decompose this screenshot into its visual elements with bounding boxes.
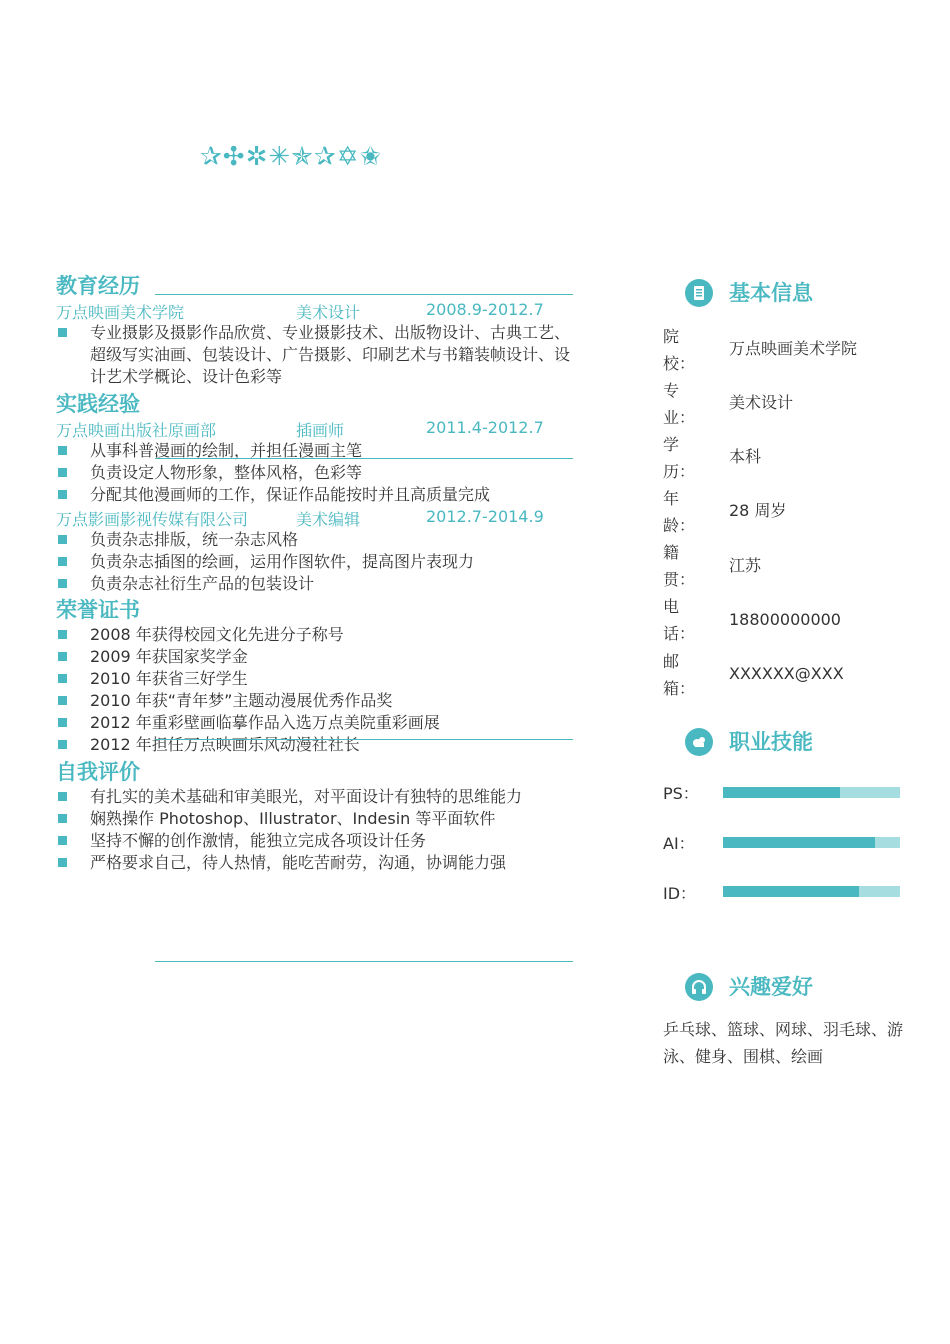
info-value-hometown: 江苏: [729, 556, 762, 575]
list-item: 有扎实的美术基础和审美眼光，对平面设计有独特的思维能力: [56, 786, 576, 808]
list-item: 负责设定人物形象，整体风格，色彩等: [56, 462, 576, 484]
info-label-major: 专业：: [663, 381, 696, 427]
hobbies-text: 乒乓球、篮球、网球、羽毛球、游泳、健身、围棋、绘画: [663, 1020, 904, 1066]
info-label-hometown: 籍贯：: [663, 543, 696, 589]
list-item: 负责杂志插图的绘画，运用作图软件，提高图片表现力: [56, 551, 576, 573]
school-name: 万点映画美术学院: [56, 303, 185, 322]
puzzle-icon: [685, 728, 713, 756]
job-period: 2012.7-2014.9: [426, 507, 544, 526]
bottom-divider: [155, 961, 573, 962]
decorative-star-title: ✰✣✲✳✯✰✡✬: [200, 142, 383, 172]
skill-label-ai: AI：: [663, 834, 695, 853]
list-item: 2010 年获“青年梦”主题动漫展优秀作品奖: [56, 690, 576, 712]
list-item: 负责杂志排版，统一杂志风格: [56, 529, 576, 551]
job-duty-list: [56, 440, 576, 506]
list-item: 坚持不懈的创作激情，能独立完成各项设计任务: [56, 830, 576, 852]
skill-bar-id: [723, 886, 900, 897]
info-value-email: XXXXXX@XXX: [729, 664, 844, 683]
company-name: 万点影画影视传媒有限公司: [56, 510, 249, 529]
list-item: 2010 年获省三好学生: [56, 668, 576, 690]
self-eval-list: [56, 786, 576, 874]
info-value-phone: 18800000000: [729, 610, 841, 629]
list-item: 严格要求自己，待人热情，能吃苦耐劳，沟通，协调能力强: [56, 852, 576, 874]
education-divider: [155, 294, 573, 295]
info-label-phone: 电话：: [663, 597, 696, 643]
study-period: 2008.9-2012.7: [426, 300, 544, 319]
skill-bar-ps: [723, 787, 900, 798]
info-label-email: 邮箱：: [663, 652, 696, 698]
job-period: 2011.4-2012.7: [426, 418, 544, 437]
list-item: 负责杂志社衍生产品的包装设计: [56, 573, 576, 595]
skill-label-id: ID：: [663, 884, 697, 903]
practice-divider: [155, 458, 573, 459]
list-item: 娴熟操作 Photoshop、Illustrator、Indesin 等平面软件: [56, 808, 576, 830]
list-item: 专业摄影及摄影作品欣赏、专业摄影技术、出版物设计、古典工艺、超级写实油画、包装设计、广告摄影、印刷艺术与书籍装帧设计、设计艺术学概论、设计色彩等: [56, 322, 574, 388]
list-item: 2009 年获国家奖学金: [56, 646, 576, 668]
info-label-age: 年龄：: [663, 489, 696, 535]
skill-fill-id: [723, 886, 859, 897]
company-name: 万点映画出版社原画部: [56, 421, 217, 440]
info-value-age: 28 周岁: [729, 501, 787, 520]
info-value-major: 美术设计: [729, 393, 794, 412]
honors-divider: [155, 739, 573, 740]
headphones-icon: [685, 973, 713, 1001]
honors-title: 荣誉证书: [56, 598, 140, 622]
education-course-list: [56, 322, 574, 388]
info-label-school: 院校：: [663, 327, 696, 373]
info-label-degree: 学历：: [663, 435, 696, 481]
basic-info-title: 基本信息: [729, 281, 813, 305]
list-item: 2008 年获得校园文化先进分子称号: [56, 624, 576, 646]
info-value-degree: 本科: [729, 447, 762, 466]
list-item: 2012 年担任万点映画乐风动漫社社长: [56, 734, 576, 756]
education-title: 教育经历: [56, 274, 140, 298]
self-eval-title: 自我评价: [56, 760, 140, 784]
hobbies-title: 兴趣爱好: [729, 975, 813, 999]
info-value-school: 万点映画美术学院: [729, 339, 858, 358]
major: 美术设计: [296, 303, 361, 322]
practice-title: 实践经验: [56, 392, 140, 416]
skill-label-ps: PS：: [663, 784, 699, 803]
list-item: 2012 年重彩壁画临摹作品入选万点美院重彩画展: [56, 712, 576, 734]
list-item: 分配其他漫画师的工作，保证作品能按时并且高质量完成: [56, 484, 576, 506]
job-duty-list: [56, 529, 576, 595]
job-role: 插画师: [296, 421, 345, 440]
skill-bar-ai: [723, 837, 900, 848]
job-role: 美术编辑: [296, 510, 361, 529]
skill-fill-ai: [723, 837, 875, 848]
honors-list: [56, 624, 576, 756]
list-item: 从事科普漫画的绘制，并担任漫画主笔: [56, 440, 576, 462]
skill-fill-ps: [723, 787, 840, 798]
skills-title: 职业技能: [729, 730, 813, 754]
document-icon: [685, 279, 713, 307]
